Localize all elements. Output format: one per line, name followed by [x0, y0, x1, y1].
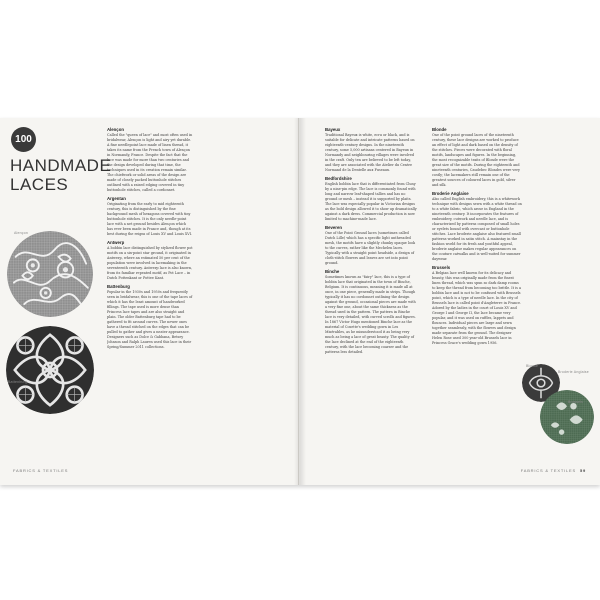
left-column-1: [107, 124, 193, 352]
entry-body-broderie-anglaise: Also called English embroidery, this is a whitework technique with designs sewn with a white thread on to a white fabric, which arose in England in the nineteenth century. It incorporates the features of embroidery, cutwork and needle lace, and is characterized by patterns composed of small holes or eyelets bound with overcast or buttonhole stitches. Lace broderie anglaise also featured small patterns worked in satin stitch. A mainstay in the fashion world for its fresh and youthful appeal, broderie anglaise makes regular appearances on the couture catwalks and is well-suited for summer daywear.: [432, 197, 522, 261]
entry-body-binche: Sometimes known as "fairy" lace, this is a type of bobbin lace that originated in the town of Binche, Belgium. It is continuous, meaning it is made all at once, in one piece, generally made in strips. Though typically it has no cordonnet outlining the design against the ground, occasional pieces are made with a very fine one, about the same thickness as the thread used in the pattern. The pattern in Binche lace is very detailed, with curved scrolls and figures. In 1867 Victor Hugo mentioned Binche lace as the material of Cosette's wedding gown in Les Misérables, as he misunderstood it as being very much as being a lace of great beauty. The quality of the lace declined at the end of the eighteenth century, with the lace becoming coarser and the patterns less detailed.: [325, 275, 416, 354]
entry-body-antwerp: A bobbin lace distinguished by stylized flower pot motifs on a six-point star ground, it originated in Antwerp, where an estimated 50 per cent of the population were involved in lacemaking in the seventeenth century. Antwerp lace is also known, from its familiar repeated motif, as Pot Lace – in Dutch Pottenkant or Pottee Kant.: [107, 246, 193, 280]
brussels-image-label: Brussels: [568, 400, 584, 404]
book-spread: [0, 118, 600, 485]
battenburg-lace-photo: [6, 326, 94, 414]
entry-heading-broderie-anglaise: Broderie Anglaise: [432, 191, 469, 196]
entry-body-beveren: One of the Point Ground laces (sometimes called Dutch Lille) which has a specific light unthreaded mesh, the motifs have a slightly chunky opaque look to the curves, rather like the Mechelen laces. Typically with a straight point headside, a design of cloth-stitch flowers and leaves are set into point ground.: [325, 231, 416, 265]
entry-heading-blonde: Blonde: [432, 127, 447, 132]
entry-body-blonde: One of the point ground laces of the nineteenth century, these lace designs are worked to produce an effect of light and dark based on the density of the stitches. Pieces were decorated with floral motifs, landscapes and figures. In the beginning, the most recognizable traits of Blonde were the great size of the motifs. During the eighteenth and nineteenth centuries, Caudebec Blondes were very costly; the lacemakers still remain one of the greatest sources of coloured laces in gold, silver and silk.: [432, 133, 520, 187]
entry-body-argentan: Originating from the early to mid eighteenth century, this is distinguished by the fine background mesh of hexagons covered with tiny buttonhole stitches. It is the only needle-point lace with a net ground besides Alençon which has ever been made in France and, though at its best during the reigns of Louis XV and Louis XVI.: [107, 202, 193, 236]
left-footer: FABRICS & TEXTILES: [13, 468, 69, 473]
entry-heading-binche: Binche: [325, 269, 340, 274]
right-footer: [521, 468, 586, 473]
entry-heading-alencon: Alençon: [107, 127, 124, 132]
anglaise-image-label: Broderie Anglaise: [558, 370, 589, 374]
chapter-number-badge: 100: [11, 127, 36, 152]
right-column-2: [432, 124, 522, 348]
left-page: [0, 118, 299, 485]
right-column-1: [325, 124, 417, 357]
entry-heading-argentan: Argentan: [107, 196, 126, 201]
entry-body-brussels: A Belgian lace well known for its delicacy and beauty, this was originally made from the finest linen thread, which was spun so dark damp rooms to keep the thread from becoming too brittle. It is a bobbin lace and is not to be confused with Brussels point, which is a type of needle lace. In the city of Brussels lace is called point d'Angleterre in France. Adored by the ladies in the court of Louis XV and George I and George II, the lace became very popular, and it was used on ruffles, lappets and flounces. Individual pieces are large and sewn together seamlessly, with the flowers and design made separate from the ground. The designer Helen Rose used 300 year-old Brussels lace in Princess Grace's wedding gown 1956.: [432, 271, 522, 345]
right-footer-label: FABRICS & TEXTILES: [520, 468, 576, 473]
entry-heading-antwerp: Antwerp: [107, 240, 125, 245]
chapter-title: HANDMADE LACES: [10, 156, 112, 194]
battenburg-image-label: Battenburg: [8, 380, 28, 384]
entry-heading-bayeux: Bayeux: [325, 127, 341, 132]
entry-heading-battenburg: Battenburg: [107, 284, 130, 289]
entry-body-bayeux: Traditional Bayeux is white, ecru or black, and is suitable for delicate and intricate patterns based on eighteenth-century designs. In the nineteenth century, some 5,000 artisans centered in Bayeux in Normandy and neighbouring villages were involved in the craft. Only ten are believed to be left today, and they are associated with the Atelier du Centre Normand de la Dentelle aux Fuseaux.: [325, 133, 415, 172]
blonde-image-label: Blonde: [526, 364, 539, 368]
entry-body-battenburg: Popular in the 1930s and 1950s and frequently seen in bridalwear, this is one of the tape laces of which it has the least amount of handworked fillings. The tape used is more dense than Princess lace tapes and are also straight and plain. The older Battenburg tape had to be gathered to fit around curves. The newer ones have a thread stitched on the edges that can be pulled to gather and gives a neater appearance. Designers such as Dolce & Gabbana, Betsey Johnson and Ralph Lauren used this lace in their Spring/Summer 2011 collections.: [107, 290, 193, 349]
entry-heading-bedfordshire: Bedfordshire: [325, 176, 352, 181]
entry-body-alencon: Called the "queen of lace" and most often used in bridalwear, Alençon is light and airy yet durable. A fine needlepoint lace made of linen thread, it takes its name from the French town of Alençon in Normandy, France. Despite the fact that the lace was made for more than two centuries and the design developed during that time, the techniques used in its creation remain similar. The chiefwork or solid areas of the design are made of closely packed buttonhole stitches outlined with a raised edging covered in tiny buttonhole stitches, called a cordonnet.: [107, 133, 193, 192]
entry-heading-brussels: Brussels: [432, 265, 451, 270]
page-number: 59: [579, 468, 586, 473]
entry-body-bedfordshire: English bobbin lace that is differentiated from Cluny by a nine-pin edge. The lace is commonly found with long and narrow leaf-shaped tallies and has no ground or mesh – instead it is supported by plaits. The lace was especially popular in Victorian designs as the bold design allowed it to show up dramatically against a dark dress. Commercial production is now limited to machine-made lace.: [325, 182, 417, 221]
entry-heading-beveren: Beveren: [325, 225, 342, 230]
alencon-lace-photo: [7, 231, 93, 317]
alencon-image-label: Alençon: [14, 231, 29, 235]
brussels-lace-photo: [540, 390, 594, 444]
